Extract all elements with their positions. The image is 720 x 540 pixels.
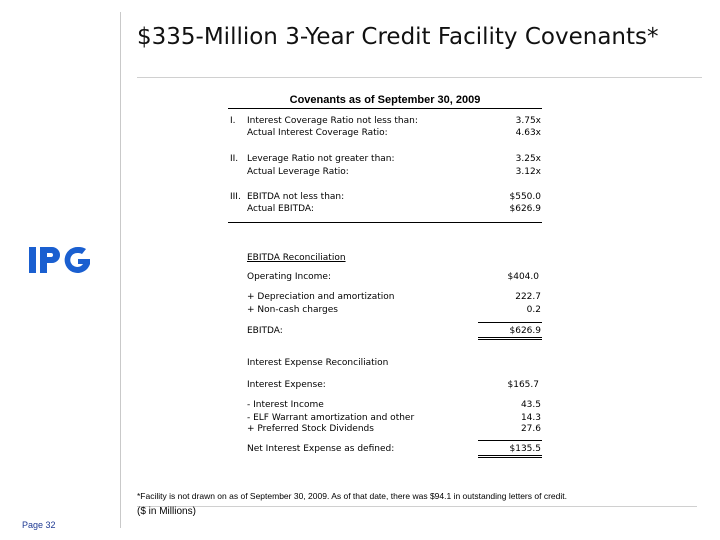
noncash-value: 0.2 <box>526 305 541 315</box>
ebitda-sum-rule <box>478 322 542 323</box>
covenant-label: Interest Coverage Ratio not less than: <box>247 116 418 126</box>
covenant-actual-value: 4.63x <box>515 128 541 138</box>
covenant-actual-label: Actual Leverage Ratio: <box>247 167 349 177</box>
interest-expense-value: $165.7 <box>507 380 539 390</box>
interest-double-rule-1 <box>478 455 542 456</box>
title-divider <box>137 77 702 78</box>
covenant-label: EBITDA not less than: <box>247 192 345 202</box>
footer-divider <box>137 506 697 507</box>
covenant-value: 3.25x <box>515 154 541 164</box>
interest-income-value: 43.5 <box>520 400 541 410</box>
preferred-dividends-value: 27.6 <box>520 424 541 434</box>
ebitda-double-rule-1 <box>478 337 542 338</box>
covenant-actual-value: 3.12x <box>515 167 541 177</box>
covenant-actual-value: $626.9 <box>509 204 541 214</box>
page-number: Page 32 <box>22 520 56 530</box>
vertical-divider <box>120 12 121 528</box>
page-title: $335-Million 3-Year Credit Facility Covenants* <box>137 24 659 50</box>
elf-warrant-label: - ELF Warrant amortization and other <box>247 413 415 423</box>
preferred-dividends-label: + Preferred Stock Dividends <box>247 424 374 434</box>
operating-income-label: Operating Income: <box>247 272 332 282</box>
ebitda-total-value: $626.9 <box>509 326 541 336</box>
covenant-value: $550.0 <box>509 192 541 202</box>
covenant-label: Leverage Ratio not greater than: <box>247 154 395 164</box>
interest-sum-rule <box>478 440 542 441</box>
depreciation-label: + Depreciation and amortization <box>247 292 395 302</box>
interest-double-rule-2 <box>478 457 542 458</box>
covenants-bottom-rule <box>228 222 542 223</box>
noncash-label: + Non-cash charges <box>247 305 338 315</box>
interest-income-label: - Interest Income <box>247 400 324 410</box>
depreciation-value: 222.7 <box>515 292 541 302</box>
operating-income-value: $404.0 <box>507 272 539 282</box>
ipg-logo <box>28 242 92 278</box>
ebitda-total-label: EBITDA: <box>247 326 283 336</box>
covenants-top-rule <box>228 108 542 109</box>
interest-reconciliation-heading: Interest Expense Reconciliation <box>247 358 389 368</box>
covenant-number: III. <box>230 192 241 202</box>
net-interest-value: $135.5 <box>509 444 541 454</box>
covenant-actual-label: Actual Interest Coverage Ratio: <box>247 128 388 138</box>
footnote: *Facility is not drawn on as of September 30, 2009. As of that date, there was $94.1 in outstanding letters of credit. <box>137 491 567 501</box>
ebitda-reconciliation-heading: EBITDA Reconciliation <box>247 253 346 263</box>
units-note: ($ in Millions) <box>137 506 196 517</box>
covenant-value: 3.75x <box>515 116 541 126</box>
interest-expense-label: Interest Expense: <box>247 380 326 390</box>
elf-warrant-value: 14.3 <box>520 413 541 423</box>
covenant-actual-label: Actual EBITDA: <box>247 204 314 214</box>
covenants-heading: Covenants as of September 30, 2009 <box>289 94 481 106</box>
net-interest-label: Net Interest Expense as defined: <box>247 444 395 454</box>
covenant-number: I. <box>230 116 236 126</box>
ebitda-double-rule-2 <box>478 339 542 340</box>
covenant-number: II. <box>230 154 239 164</box>
